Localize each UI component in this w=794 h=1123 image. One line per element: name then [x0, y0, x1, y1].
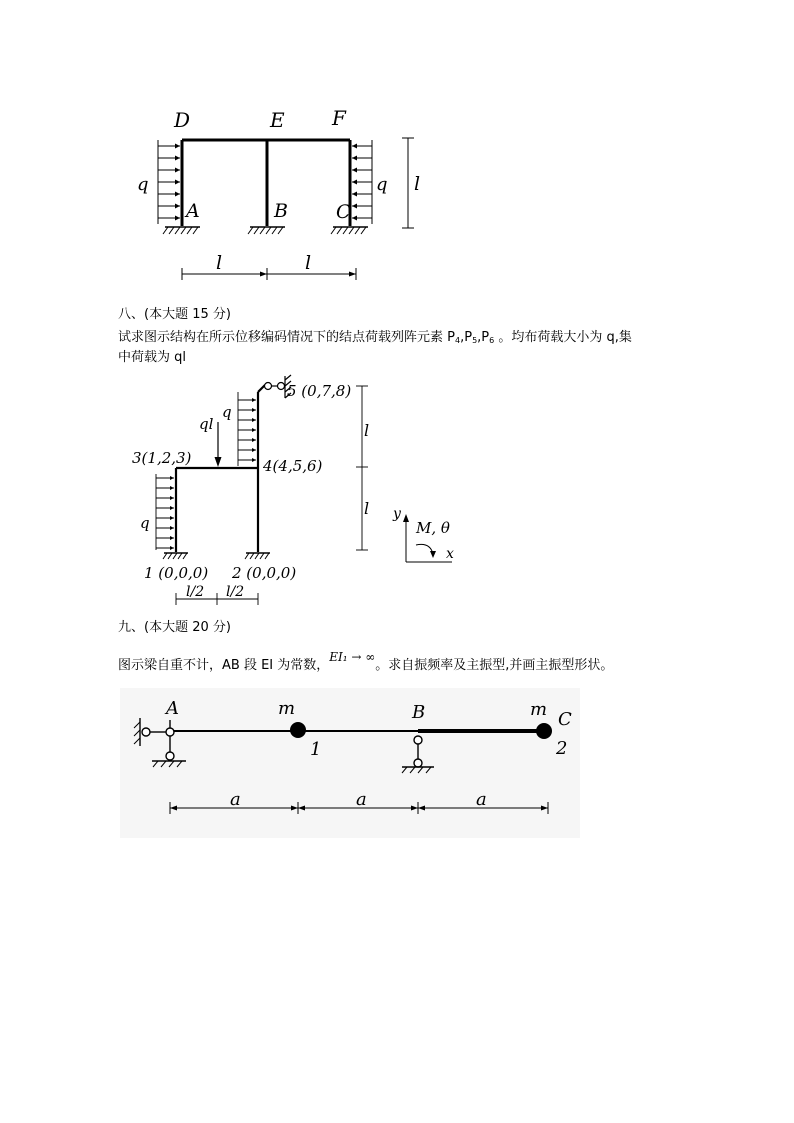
- height-label: l: [414, 173, 421, 195]
- joint-label-b: B: [274, 200, 288, 222]
- mass-1-label: m: [278, 698, 296, 719]
- section-8-heading: 八、(本大题 15 分): [118, 307, 231, 322]
- span-label-3: a: [476, 789, 487, 810]
- node-4-label: 4(4,5,6): [263, 457, 323, 475]
- load-label-upper: q: [222, 403, 232, 421]
- axis-moment-label: M, θ: [416, 519, 450, 537]
- dim-label-half-1: l/2: [186, 584, 205, 600]
- point-load-label: ql: [199, 415, 214, 433]
- span-label-1: a: [230, 789, 241, 810]
- support-b-label: B: [412, 702, 426, 723]
- section-9-question: 图示梁自重不计，AB 段 EI 为常数，EI₁ → ∞。求自振频率及主振型,并画主振型形状。: [118, 650, 614, 673]
- joint-label-d: D: [174, 108, 191, 132]
- mass-1: [290, 722, 306, 738]
- dim-label-half-2: l/2: [226, 584, 245, 600]
- node-3-label: 3(1,2,3): [132, 449, 192, 467]
- joint-label-c: C: [336, 201, 351, 223]
- figure-portal-frame: [110, 100, 450, 290]
- joint-label-e: E: [270, 108, 285, 132]
- mass-2: [536, 723, 552, 739]
- mass-1-number: 1: [310, 739, 322, 760]
- node-1-label: 1 (0,0,0): [144, 564, 209, 582]
- axis-y-label: y: [393, 506, 401, 522]
- mass-2-label: m: [530, 699, 548, 720]
- mass-2-number: 2: [556, 738, 568, 759]
- section-8-question-line-1: 试求图示结构在所示位移编码情况下的结点荷载列阵元素 $P_4,P_5,P_6$ 。均布荷载大小为 q,集: [118, 330, 632, 345]
- figure-frame-node-codes: [120, 370, 480, 610]
- end-c-label: C: [558, 709, 572, 730]
- dim-label-lower: l: [364, 499, 370, 518]
- span-label-2: l: [305, 252, 312, 274]
- support-a-label: A: [166, 698, 179, 719]
- section-9-heading: 九、(本大题 20 分): [118, 620, 231, 635]
- span-label-2: a: [356, 789, 367, 810]
- load-label-left: q: [137, 174, 149, 195]
- formula-ei1-infinity: EI₁ → ∞: [329, 650, 376, 664]
- load-label-left: q: [140, 514, 150, 532]
- dim-label-upper: l: [364, 421, 370, 440]
- joint-label-a: A: [186, 200, 200, 222]
- load-label-right: q: [376, 174, 388, 195]
- span-label-1: l: [216, 252, 223, 274]
- section-8-question-line-2: 中荷载为 ql: [118, 350, 186, 365]
- axis-x-label: x: [446, 546, 454, 562]
- node-2-label: 2 (0,0,0): [232, 564, 297, 582]
- node-5-label: 5 (0,7,8): [287, 382, 352, 400]
- figure-beam-masses: [120, 688, 580, 838]
- joint-label-f: F: [332, 106, 346, 130]
